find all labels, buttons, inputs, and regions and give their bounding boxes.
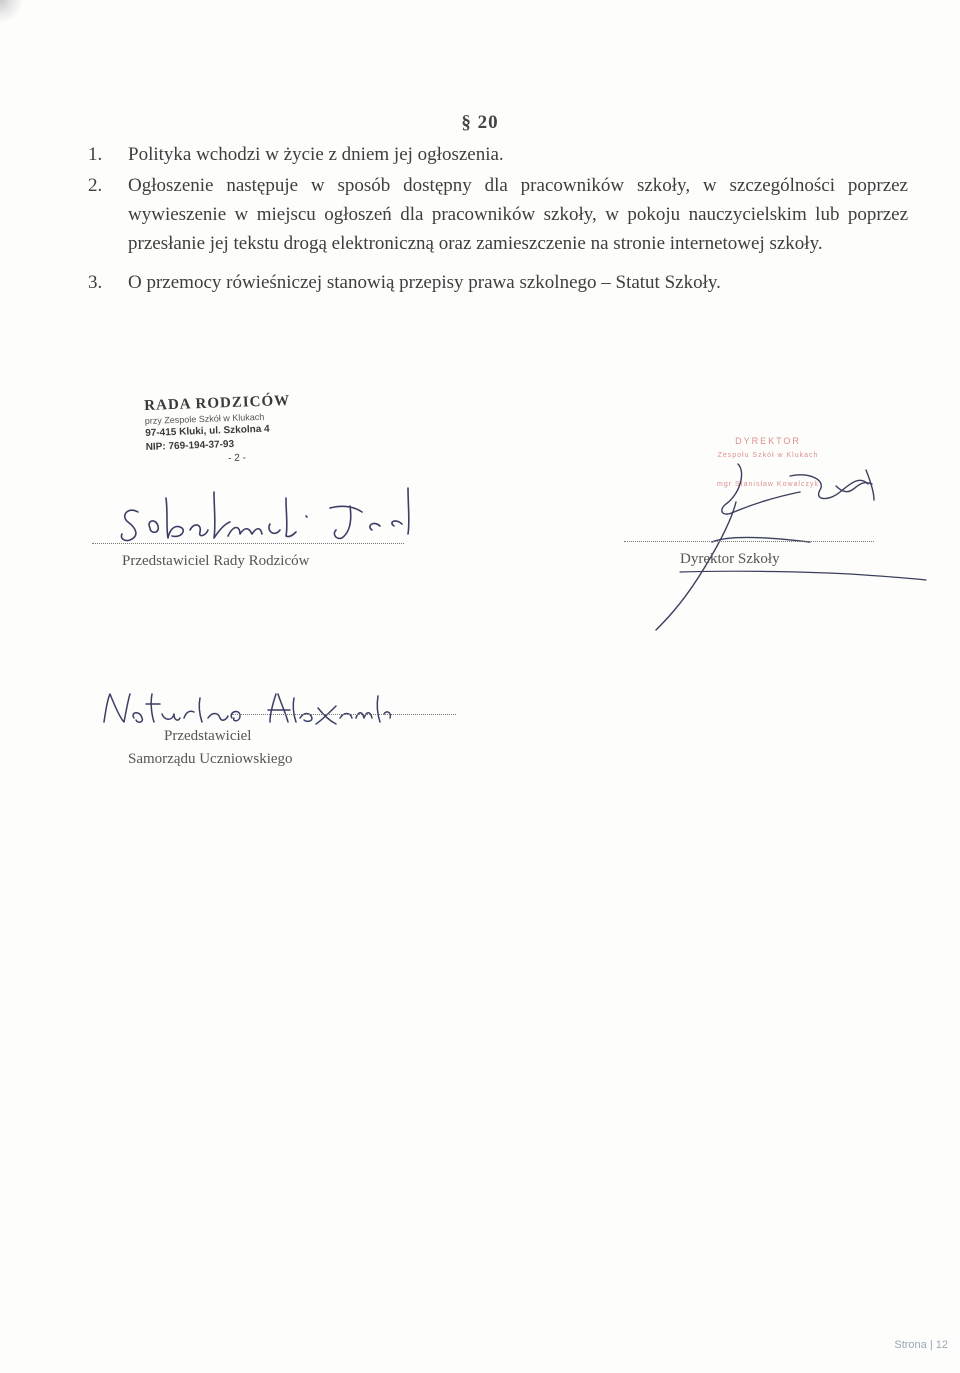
director-signature-line bbox=[624, 541, 874, 542]
stamp-line: Zespołu Szkół w Klukach bbox=[717, 452, 819, 459]
scan-corner-mark bbox=[0, 0, 22, 22]
student-council-caption-line1: Przedstawiciel bbox=[164, 728, 252, 744]
parents-council-signature-line bbox=[92, 543, 404, 544]
list-item-number: 1. bbox=[88, 144, 103, 165]
list-item-number: 2. bbox=[88, 175, 103, 196]
student-council-caption-line2: Samorządu Uczniowskiego bbox=[128, 751, 293, 767]
page-number-footer: Strona | 12 bbox=[894, 1339, 948, 1351]
list-item-number: 3. bbox=[88, 272, 103, 293]
stamp-line: mgr Stanisław Kowalczyk bbox=[717, 481, 819, 488]
director-underline bbox=[680, 562, 930, 584]
director-caption: Dyrektor Szkoły bbox=[680, 551, 780, 567]
list-item bbox=[88, 268, 908, 297]
stamp-line: RADA RODZICÓW bbox=[144, 392, 291, 414]
stamp-line: - 2 - bbox=[227, 452, 247, 465]
list-item bbox=[88, 171, 908, 258]
list-item-text: O przemocy rówieśniczej stanowią przepisy prawa szkolnego – Statut Szkoły. bbox=[128, 272, 721, 293]
numbered-list bbox=[88, 140, 908, 297]
list-item-text: Ogłoszenie następuje w sposób dostępny dla pracowników szkoły, w szczególności poprzez wywieszenie w miejscu ogłoszeń dla pracowników szkoły, w pokoju nauczycielskim lub poprzez przesłanie jej tekstu drogą elektroniczną oraz zamieszczenie na stronie internetowej szkoły. bbox=[128, 175, 908, 254]
stamp-line: 97-415 Kluki, ul. Szkolna 4 bbox=[145, 423, 270, 439]
parents-council-caption: Przedstawiciel Rady Rodziców bbox=[122, 553, 310, 569]
list-item-text: Polityka wchodzi w życie z dniem jej ogłoszenia. bbox=[128, 144, 504, 165]
parents-council-stamp bbox=[144, 390, 366, 469]
student-council-signature bbox=[100, 684, 400, 734]
parents-council-signature bbox=[110, 478, 410, 548]
list-item bbox=[88, 140, 908, 169]
section-heading: § 20 bbox=[461, 112, 499, 133]
stamp-line: DYREKTOR bbox=[735, 436, 801, 446]
student-council-signature-line bbox=[232, 714, 456, 715]
stamp-line: przy Zespole Szkół w Klukach bbox=[144, 411, 265, 426]
stamp-line: NIP: 769-194-37-93 bbox=[145, 438, 235, 453]
